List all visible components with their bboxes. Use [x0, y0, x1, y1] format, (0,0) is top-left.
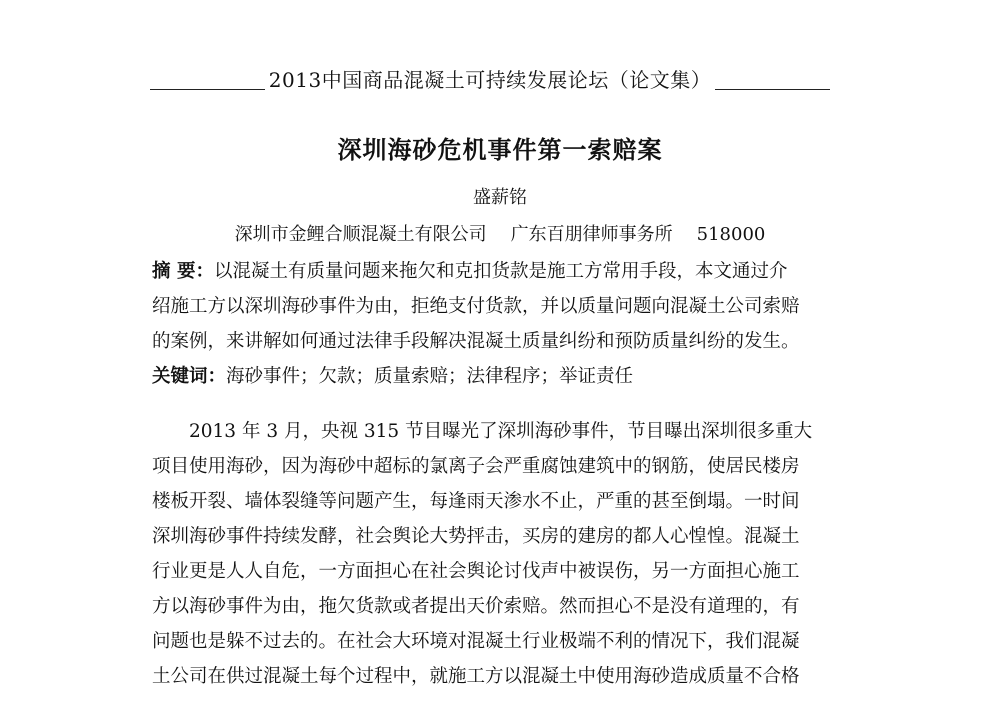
body-line: 行业更是人人自危，一方面担心在社会舆论讨伐声中被误伤，另一方面担心施工 [152, 561, 800, 582]
body-line: 方以海砂事件为由，拖欠货款或者提出天价索赔。然而担心不是没有道理的，有 [152, 596, 800, 617]
affiliation-line [0, 220, 1000, 246]
keywords-text: 海砂事件；欠款；质量索赔；法律程序；举证责任 [226, 366, 634, 387]
body-line: 2013 年 3 月，央视 315 节目曝光了深圳海砂事件，节目曝出深圳很多重大 [189, 421, 813, 442]
running-title [150, 64, 830, 93]
author-name: 盛薪铭 [473, 187, 527, 208]
affiliation-company: 深圳市金鲤合顺混凝土有限公司 [234, 224, 487, 245]
body-line: 土公司在供过混凝土每个过程中，就施工方以混凝土中使用海砂造成质量不合格 [152, 666, 800, 687]
body-line: 项目使用海砂，因为海砂中超标的氯离子会严重腐蚀建筑中的钢筋，使居民楼房 [152, 456, 800, 477]
abstract-line: 摘 要：以混凝土有质量问题来拖欠和克扣货款是施工方常用手段，本文通过介 [152, 261, 788, 282]
abstract-line: 绍施工方以深圳海砂事件为由，拒绝支付货款，并以质量问题向混凝土公司索赔 [152, 296, 800, 317]
body-line: 深圳海砂事件持续发酵，社会舆论大势抨击，买房的建房的都人心惶惶。混凝土 [152, 526, 800, 547]
body-line: 问题也是躲不过去的。在社会大环境对混凝土行业极端不利的情况下，我们混凝 [152, 631, 800, 652]
postcode: 518000 [696, 224, 766, 245]
body-paragraph [152, 414, 832, 694]
abstract-label: 摘 要： [152, 261, 214, 282]
running-header [150, 62, 830, 92]
abstract-line: 的案例，来讲解如何通过法律手段解决混凝土质量纠纷和预防质量纠纷的发生。 [152, 331, 800, 352]
abstract-section [152, 254, 832, 394]
body-line: 楼板开裂、墙体裂缝等问题产生，每逢雨天渗水不止，严重的甚至倒塌。一时间 [152, 491, 800, 512]
affiliation-law-firm: 广东百朋律师事务所 [510, 224, 673, 245]
paper-title: 深圳海砂危机事件第一索赔案 [337, 136, 663, 164]
keywords-line [152, 359, 832, 394]
running-title-text: 2013中国商品混凝土可持续发展论坛（论文集） [265, 68, 715, 92]
keywords-label: 关键词： [152, 366, 227, 387]
